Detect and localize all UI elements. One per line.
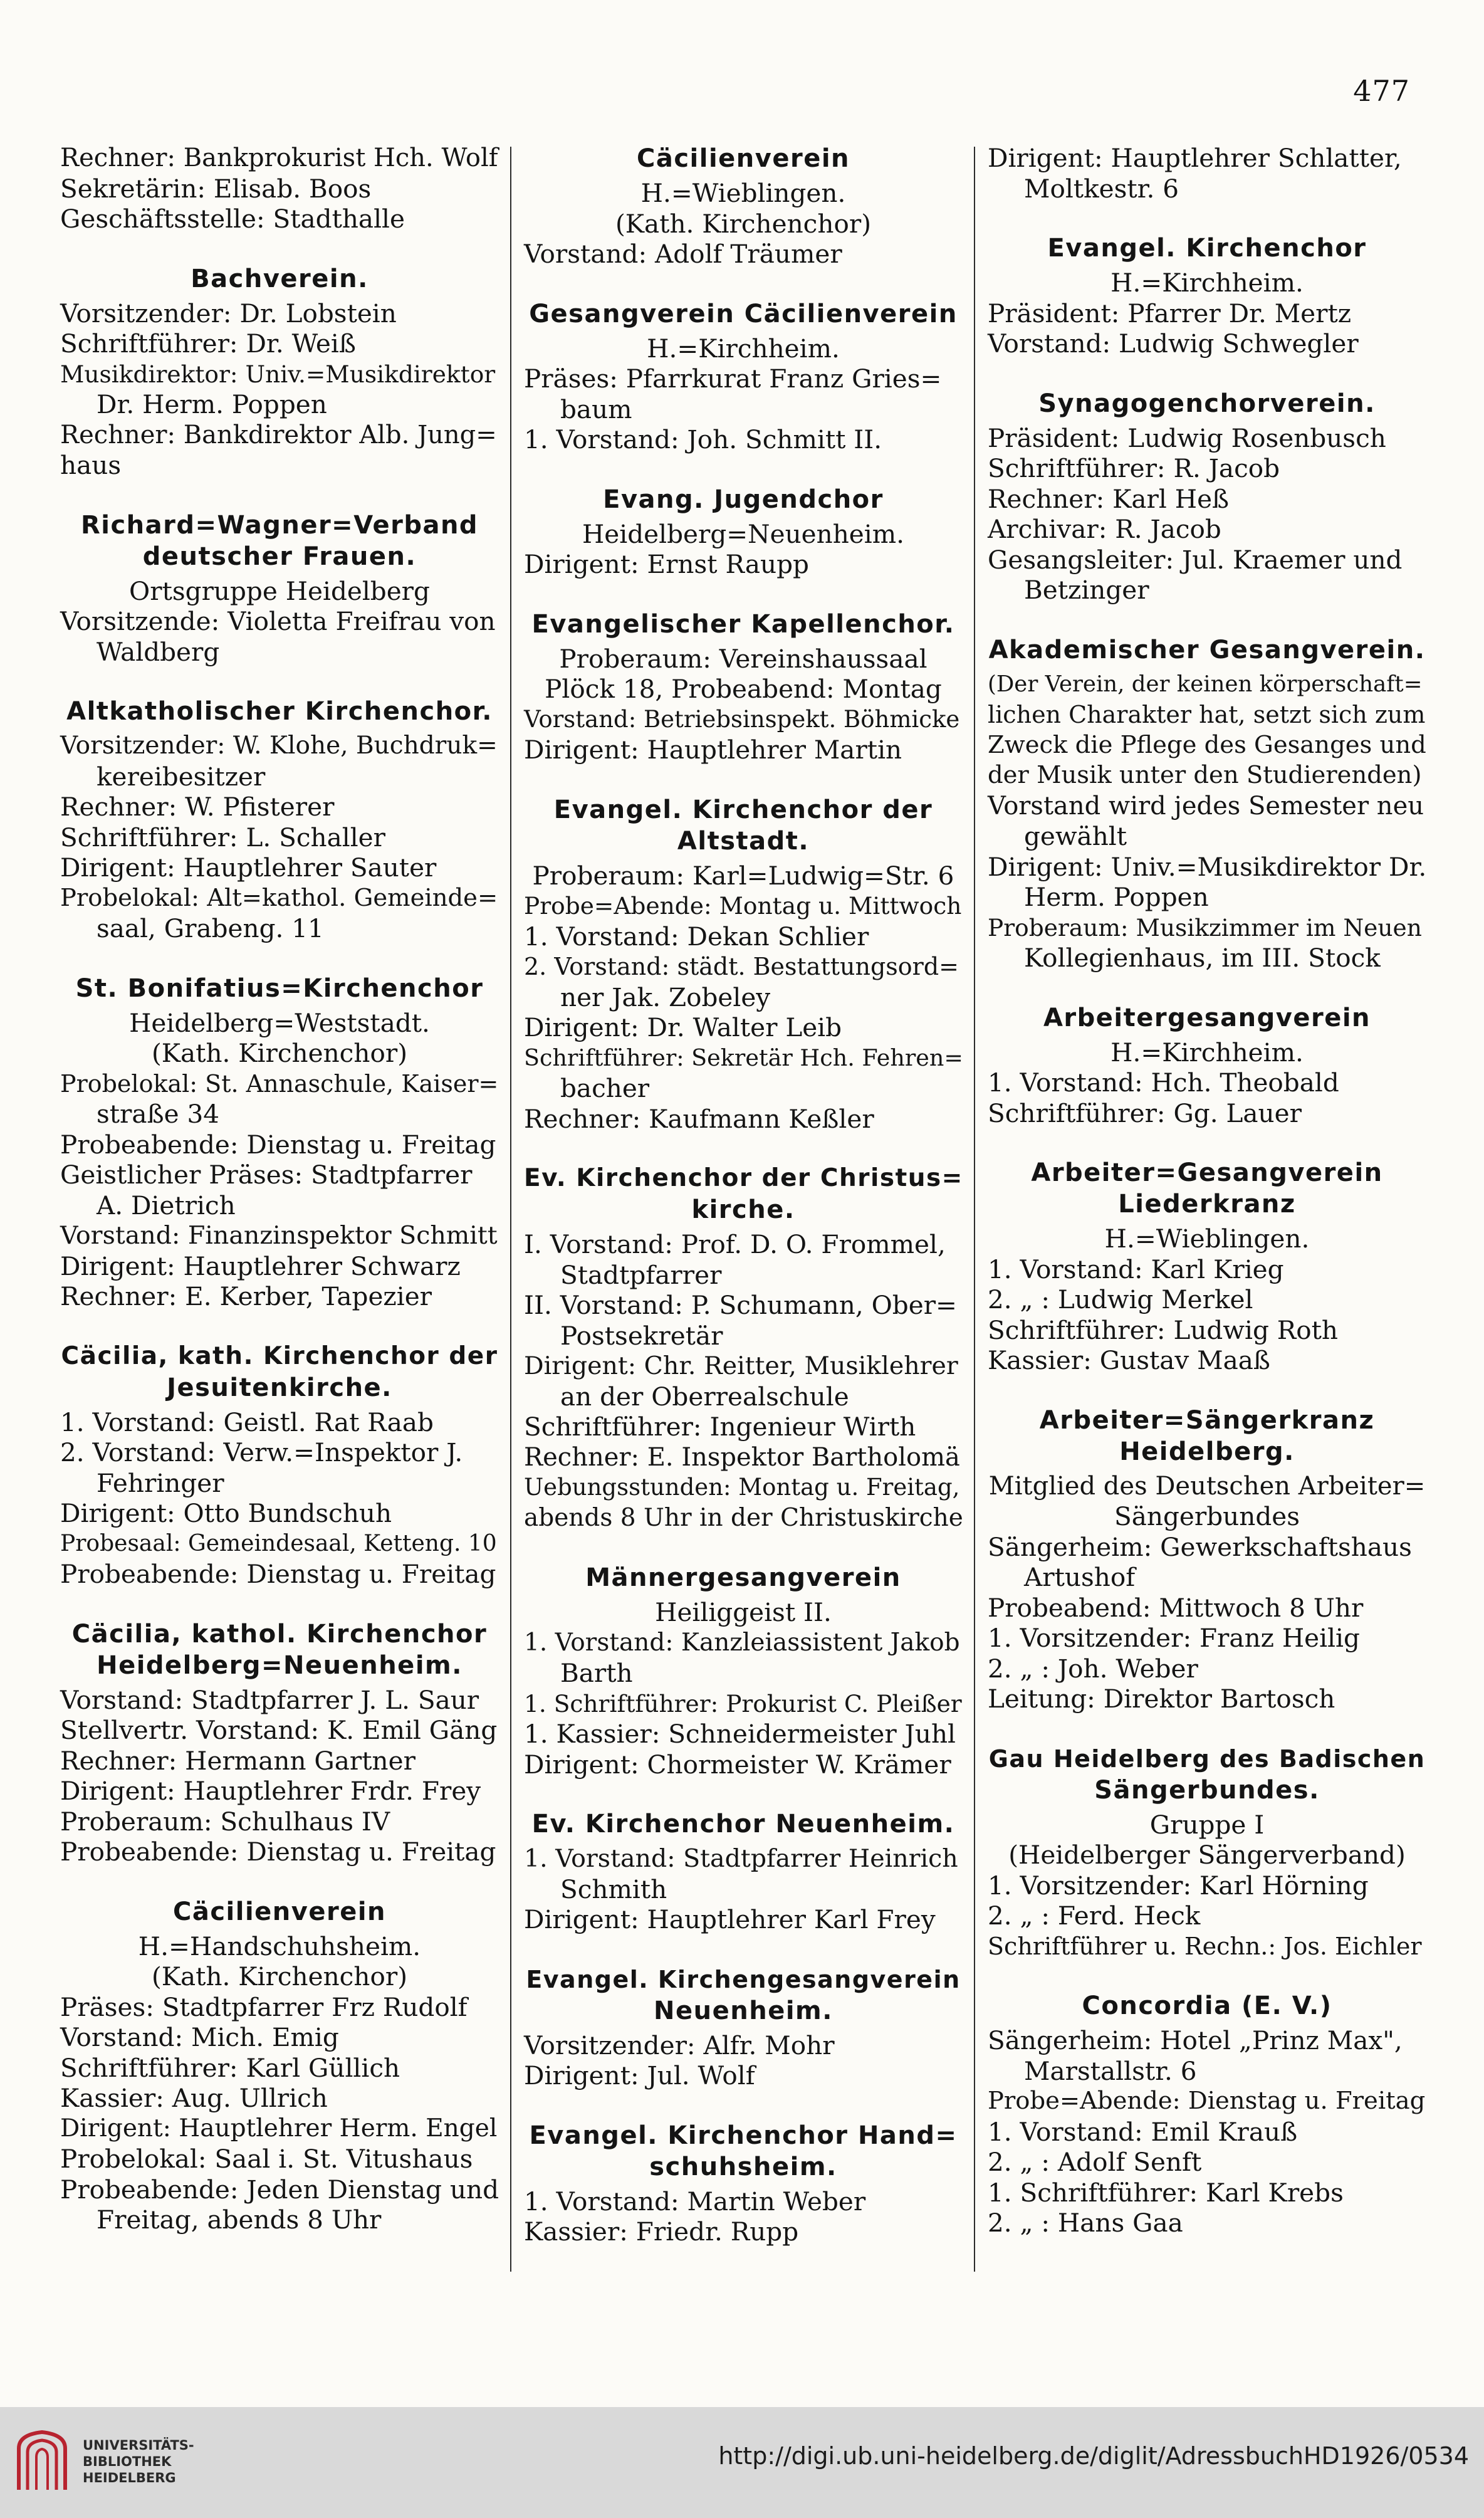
directory-entry	[60, 1896, 499, 2235]
entry-line: lichen Charakter hat, setzt sich zum	[988, 701, 1426, 728]
entry-line: Präsident: Ludwig Rosenbusch	[988, 422, 1386, 453]
entry-line: Rechner: E. Kerber, Tapezier	[60, 1281, 432, 1311]
entry-heading: St. Bonifatius=Kirchenchor	[75, 973, 484, 1003]
source-url-link[interactable]: http://digi.ub.uni-heidelberg.de/diglit/AdressbuchHD1926/0534	[718, 2442, 1469, 2470]
entry-heading: Jesuitenkirche.	[167, 1373, 392, 1402]
entry-line: Musikdirektor: Univ.=Musikdirektor	[60, 360, 496, 388]
entry-heading: Altkatholischer Kirchenchor.	[66, 697, 493, 726]
entry-heading: Evangel. Kirchenchor	[1047, 234, 1367, 263]
entry-line: ner Jak. Zobeley	[560, 982, 771, 1012]
entry-line: Schriftführer: Ludwig Roth	[988, 1314, 1339, 1345]
directory-entry	[60, 510, 499, 668]
entry-line: H.=Wieblingen.	[640, 178, 846, 208]
entry-line: Heiliggeist II.	[655, 1597, 832, 1627]
entry-line: Probelokal: Saal i. St. Vitushaus	[60, 2144, 473, 2174]
entry-line: 2. „ : Adolf Senft	[988, 2147, 1202, 2177]
entry-line: Sekretärin: Elisab. Boos	[60, 173, 372, 204]
entry-heading: Heidelberg.	[1119, 1437, 1295, 1466]
directory-entry	[60, 1618, 499, 1867]
entry-line: Barth	[560, 1658, 633, 1688]
entry-line: 2. „ : Hans Gaa	[988, 2208, 1183, 2238]
entry-line: 2. „ : Ferd. Heck	[988, 1901, 1201, 1931]
directory-entry	[988, 1990, 1426, 2238]
entry-line: Mitglied des Deutschen Arbeiter=	[988, 1471, 1426, 1501]
directory-entry	[524, 2120, 963, 2247]
entry-line: 2. Vorstand: städt. Bestattungsord=	[524, 953, 959, 980]
entry-line: Leitung: Direktor Bartosch	[988, 1684, 1335, 1714]
entry-line: kereibesitzer	[97, 761, 266, 792]
entry-line: 1. Vorstand: Geistl. Rat Raab	[60, 1407, 434, 1437]
entry-heading: Männergesangverein	[585, 1563, 901, 1592]
entry-line: Dirigent: Hauptlehrer Karl Frey	[524, 1904, 936, 1934]
entry-line: Kassier: Gustav Maaß	[988, 1345, 1270, 1375]
entry-line: Proberaum: Schulhaus IV	[60, 1806, 390, 1837]
directory-entry	[988, 143, 1426, 204]
entry-line: (Der Verein, der keinen körperschaft=	[988, 671, 1423, 697]
entry-line: Probeabende: Dienstag u. Freitag	[60, 1837, 496, 1867]
entry-line: Probe=Abende: Dienstag u. Freitag	[988, 2087, 1426, 2115]
entry-line: Schriftführer: Ingenieur Wirth	[524, 1412, 916, 1442]
directory-entry	[524, 143, 963, 270]
entry-line: Gesangsleiter: Jul. Kraemer und	[988, 544, 1403, 575]
entry-line: H.=Handschuhsheim.	[138, 1931, 421, 1961]
entry-line: Dirigent: Chr. Reitter, Musiklehrer	[524, 1351, 958, 1380]
entry-line: Fehringer	[97, 1467, 224, 1498]
entry-line: Probeabende: Dienstag u. Freitag	[60, 1559, 496, 1589]
entry-line: Probeabende: Jeden Dienstag und	[60, 2174, 499, 2205]
entry-line: 1. Vorsitzender: Franz Heilig	[988, 1623, 1360, 1653]
directory-entry	[524, 1163, 963, 1533]
entry-line: Stadtpfarrer	[560, 1259, 722, 1290]
entry-heading: Concordia (E. V.)	[1082, 1991, 1332, 2020]
directory-entry	[988, 233, 1426, 359]
entry-line: 1. Vorsitzender: Karl Hörning	[988, 1870, 1369, 1901]
directory-entry	[988, 1157, 1426, 1376]
entry-line: 1. Vorstand: Emil Krauß	[988, 2116, 1298, 2147]
entry-line: Dr. Herm. Poppen	[97, 389, 327, 419]
directory-entry	[60, 1341, 499, 1590]
entry-line: Rechner: E. Inspektor Bartholomä	[524, 1442, 960, 1472]
entry-line: H.=Kirchheim.	[647, 333, 840, 364]
entry-line: 1. Vorstand: Stadtpfarrer Heinrich	[524, 1844, 958, 1873]
entry-heading: Richard=Wagner=Verband	[80, 510, 479, 540]
entry-line: 1. Schriftführer: Karl Krebs	[988, 2177, 1344, 2208]
directory-columns	[60, 143, 1429, 2280]
entry-line: Probelokal: Alt=kathol. Gemeinde=	[60, 883, 498, 912]
entry-line: Moltkestr. 6	[1024, 173, 1179, 204]
entry-heading: Evang. Jugendchor	[603, 485, 884, 514]
directory-entry	[988, 388, 1426, 606]
entry-heading: Arbeiter=Sängerkranz	[1039, 1405, 1375, 1435]
entry-line: straße 34	[97, 1099, 219, 1129]
entry-line: H.=Wieblingen.	[1104, 1224, 1310, 1254]
entry-line: Dirigent: Hauptlehrer Frdr. Frey	[60, 1776, 481, 1806]
directory-entry	[524, 484, 963, 580]
entry-line: I. Vorstand: Prof. D. O. Frommel,	[524, 1229, 946, 1259]
entry-line: Rechner: Bankdirektor Alb. Jung=	[60, 420, 497, 449]
entry-line: baum	[560, 394, 632, 424]
entry-line: Schriftführer: L. Schaller	[60, 822, 385, 852]
entry-line: H.=Kirchheim.	[1110, 268, 1304, 298]
entry-heading: Arbeiter=Gesangverein	[1031, 1158, 1383, 1187]
entry-line: Dirigent: Hauptlehrer Schwarz	[60, 1251, 461, 1281]
entry-line: Archivar: R. Jacob	[988, 514, 1221, 544]
entry-line: Vorstand wird jedes Semester neu	[988, 791, 1424, 821]
entry-line: Betzinger	[1024, 575, 1149, 605]
entry-line: Proberaum: Musikzimmer im Neuen	[988, 913, 1422, 942]
entry-line: (Kath. Kirchenchor)	[151, 1038, 407, 1068]
entry-line: Vorstand: Stadtpfarrer J. L. Saur	[60, 1684, 479, 1715]
entry-line: (Kath. Kirchenchor)	[151, 1961, 407, 1991]
column-3	[988, 143, 1426, 2238]
entry-heading: schuhsheim.	[649, 2152, 837, 2181]
entry-line: Sängerbundes	[1114, 1501, 1300, 1531]
directory-entry	[524, 298, 963, 455]
entry-line: Kollegienhaus, im III. Stock	[1024, 943, 1381, 973]
entry-line: haus	[60, 450, 122, 480]
entry-line: abends 8 Uhr in der Christuskirche	[524, 1503, 963, 1532]
entry-line: Geschäftsstelle: Stadthalle	[60, 204, 405, 234]
directory-entry	[524, 794, 963, 1135]
entry-line: Herm. Poppen	[1024, 882, 1209, 912]
entry-heading: Cäcilia, kathol. Kirchenchor	[71, 1619, 488, 1649]
entry-line: A. Dietrich	[97, 1190, 236, 1220]
entry-heading: Altstadt.	[677, 826, 810, 856]
entry-line: Dirigent: Hauptlehrer Herm. Engel	[60, 2114, 498, 2143]
library-name: UNIVERSITÄTS- BIBLIOTHEK HEIDELBERG	[83, 2438, 194, 2485]
entry-line: Probelokal: St. Annaschule, Kaiser=	[60, 1069, 499, 1098]
column-1	[60, 143, 499, 2235]
entry-line: Vorstand: Finanzinspektor Schmitt	[60, 1221, 498, 1250]
entry-line: Rechner: Karl Heß	[988, 483, 1230, 514]
entry-line: (Kath. Kirchenchor)	[615, 208, 871, 239]
entry-line: der Musik unter den Studierenden)	[988, 761, 1422, 789]
entry-line: Dirigent: Ernst Raupp	[524, 549, 809, 579]
entry-heading: Synagogenchorverein.	[1038, 389, 1376, 418]
entry-line: Marstallstr. 6	[1024, 2055, 1197, 2086]
entry-heading: Ev. Kirchenchor der Christus=	[524, 1164, 963, 1192]
entry-heading: Evangel. Kirchenchor Hand=	[529, 2121, 958, 2150]
entry-line: Gruppe I	[1149, 1809, 1265, 1840]
directory-entry	[988, 1743, 1426, 1962]
column-2	[524, 143, 963, 2247]
entry-line: Schriftführer: Sekretär Hch. Fehren=	[524, 1044, 963, 1071]
entry-line: Rechner: Kaufmann Keßler	[524, 1103, 874, 1134]
column-divider	[510, 147, 511, 2272]
entry-line: Dirigent: Univ.=Musikdirektor Dr.	[988, 851, 1427, 882]
entry-heading: Evangelischer Kapellenchor.	[531, 609, 955, 639]
entry-line: 1. Schriftführer: Prokurist C. Pleißer	[524, 1689, 962, 1718]
entry-line: Präses: Stadtpfarrer Frz Rudolf	[60, 1991, 468, 2022]
entry-line: 1. Vorstand: Kanzleiassistent Jakob	[524, 1628, 960, 1657]
entry-line: an der Oberrealschule	[560, 1381, 849, 1412]
entry-line: 2. Vorstand: Verw.=Inspektor J.	[60, 1437, 463, 1467]
entry-line: Dirigent: Hauptlehrer Martin	[524, 735, 902, 765]
entry-line: Heidelberg=Weststadt.	[129, 1007, 430, 1038]
entry-line: Schriftführer u. Rechn.: Jos. Eichler	[988, 1932, 1422, 1960]
entry-heading: Akademischer Gesangverein.	[988, 635, 1426, 664]
entry-line: Ortsgruppe Heidelberg	[129, 575, 430, 606]
entry-line: Plöck 18, Probeabend: Montag	[545, 674, 942, 704]
entry-line: bacher	[560, 1073, 650, 1103]
entry-line: Freitag, abends 8 Uhr	[97, 2205, 382, 2235]
entry-line: Probe=Abende: Montag u. Mittwoch	[524, 892, 962, 920]
entry-line: Heidelberg=Neuenheim.	[582, 518, 905, 549]
directory-entry	[988, 1002, 1426, 1129]
entry-line: Geistlicher Präses: Stadtpfarrer	[60, 1160, 473, 1190]
library-logo-icon	[14, 2430, 70, 2495]
entry-line: Dirigent: Hauptlehrer Schlatter,	[988, 143, 1402, 173]
entry-line: (Heidelberger Sängerverband)	[1008, 1840, 1406, 1870]
directory-entry	[60, 143, 499, 234]
entry-line: Artushof	[1024, 1562, 1136, 1592]
directory-entry	[524, 609, 963, 765]
entry-line: Vorstand: Adolf Träumer	[524, 239, 842, 269]
directory-entry	[60, 696, 499, 944]
entry-line: H.=Kirchheim.	[1110, 1037, 1304, 1068]
entry-line: 1. Kassier: Schneidermeister Juhl	[524, 1719, 956, 1749]
directory-entry	[524, 1964, 963, 2091]
entry-heading: kirche.	[691, 1195, 795, 1224]
entry-line: Waldberg	[97, 636, 220, 667]
directory-entry	[524, 1562, 963, 1780]
directory-entry	[60, 973, 499, 1312]
entry-line: Vorsitzender: Dr. Lobstein	[60, 298, 397, 328]
entry-heading: Sängerbundes.	[1094, 1775, 1320, 1805]
entry-line: Probeabend: Mittwoch 8 Uhr	[988, 1592, 1364, 1623]
entry-line: Vorsitzender: W. Klohe, Buchdruk=	[60, 732, 498, 760]
entry-line: Uebungsstunden: Montag u. Freitag,	[524, 1474, 960, 1501]
entry-line: 1. Vorstand: Dekan Schlier	[524, 921, 869, 952]
entry-line: Rechner: Bankprokurist Hch. Wolf	[60, 144, 498, 172]
entry-line: Sängerheim: Gewerkschaftshaus	[988, 1531, 1412, 1562]
entry-line: Postsekretär	[560, 1320, 723, 1351]
entry-line: Präsident: Pfarrer Dr. Mertz	[988, 298, 1352, 328]
entry-line: Probesaal: Gemeindesaal, Ketteng. 10	[60, 1530, 497, 1556]
entry-heading: Heidelberg=Neuenheim.	[97, 1650, 462, 1680]
entry-line: 2. „ : Joh. Weber	[988, 1653, 1198, 1684]
entry-line: Schriftführer: Karl Güllich	[60, 2052, 400, 2083]
entry-line: gewählt	[1024, 821, 1127, 851]
entry-line: Vorsitzende: Violetta Freifrau von	[60, 606, 496, 636]
column-divider	[974, 147, 975, 2272]
entry-heading: Evangel. Kirchenchor der	[553, 795, 933, 824]
entry-line: Probeabende: Dienstag u. Freitag	[60, 1129, 496, 1160]
entry-line: Stellvertr. Vorstand: K. Emil Gäng	[60, 1715, 498, 1745]
directory-entry	[988, 634, 1426, 973]
directory-entry	[988, 1405, 1426, 1714]
entry-line: Schriftführer: Gg. Lauer	[988, 1098, 1302, 1128]
entry-heading: Arbeitergesangverein	[1043, 1003, 1371, 1032]
entry-line: Kassier: Aug. Ullrich	[60, 2083, 328, 2113]
entry-line: 2. „ : Ludwig Merkel	[988, 1284, 1253, 1314]
entry-heading: Bachverein.	[191, 264, 368, 293]
entry-heading: Neuenheim.	[654, 1996, 833, 2025]
entry-line: 1. Vorstand: Martin Weber	[524, 2186, 866, 2216]
entry-line: Proberaum: Karl=Ludwig=Str. 6	[532, 860, 954, 891]
entry-line: Dirigent: Hauptlehrer Sauter	[60, 852, 437, 883]
entry-line: Schriftführer: Dr. Weiß	[60, 328, 356, 359]
entry-line: 1. Vorstand: Joh. Schmitt II.	[524, 424, 882, 454]
entry-line: Präses: Pfarrkurat Franz Gries=	[524, 364, 942, 394]
entry-line: Vorsitzender: Alfr. Mohr	[524, 2030, 835, 2060]
entry-line: Dirigent: Otto Bundschuh	[60, 1498, 392, 1528]
entry-line: Dirigent: Dr. Walter Leib	[524, 1012, 842, 1042]
entry-line: 1. Vorstand: Karl Krieg	[988, 1254, 1284, 1284]
entry-heading: Liederkranz	[1118, 1190, 1296, 1219]
entry-heading: Evangel. Kirchengesangverein	[526, 1965, 961, 1993]
entry-line: Kassier: Friedr. Rupp	[524, 2216, 799, 2247]
entry-line: 1. Vorstand: Hch. Theobald	[988, 1068, 1339, 1098]
entry-heading: deutscher Frauen.	[142, 542, 417, 571]
entry-line: Vorstand: Ludwig Schwegler	[988, 328, 1359, 359]
entry-line: Rechner: W. Pfisterer	[60, 792, 335, 822]
entry-line: Vorstand: Betriebsinspekt. Böhmicke	[524, 705, 960, 733]
entry-heading: Gau Heidelberg des Badischen	[988, 1744, 1426, 1773]
entry-heading: Ev. Kirchenchor Neuenheim.	[531, 1810, 955, 1839]
directory-entry	[524, 1808, 963, 1935]
entry-line: saal, Grabeng. 11	[97, 913, 324, 943]
entry-line: Schriftführer: R. Jacob	[988, 453, 1280, 483]
entry-line: Sängerheim: Hotel „Prinz Max",	[988, 2025, 1403, 2055]
entry-line: Zweck die Pflege des Gesanges und	[988, 730, 1426, 759]
entry-heading: Cäcilienverein	[172, 1897, 387, 1926]
entry-line: II. Vorstand: P. Schumann, Ober=	[524, 1290, 957, 1320]
entry-heading: Cäcilia, kath. Kirchenchor der	[61, 1341, 498, 1370]
page-number: 477	[1353, 74, 1410, 108]
directory-entry	[60, 263, 499, 481]
entry-line: Schmith	[560, 1874, 667, 1904]
entry-line: Rechner: Hermann Gartner	[60, 1745, 415, 1776]
entry-heading: Gesangverein Cäcilienverein	[529, 299, 958, 328]
entry-heading: Cäcilienverein	[636, 144, 850, 173]
entry-line: Vorstand: Mich. Emig	[60, 2022, 339, 2052]
library-footer	[0, 2407, 1484, 2518]
entry-line: Dirigent: Jul. Wolf	[524, 2060, 755, 2090]
entry-line: Proberaum: Vereinshaussaal	[559, 643, 927, 674]
entry-line: Dirigent: Chormeister W. Krämer	[524, 1749, 951, 1780]
